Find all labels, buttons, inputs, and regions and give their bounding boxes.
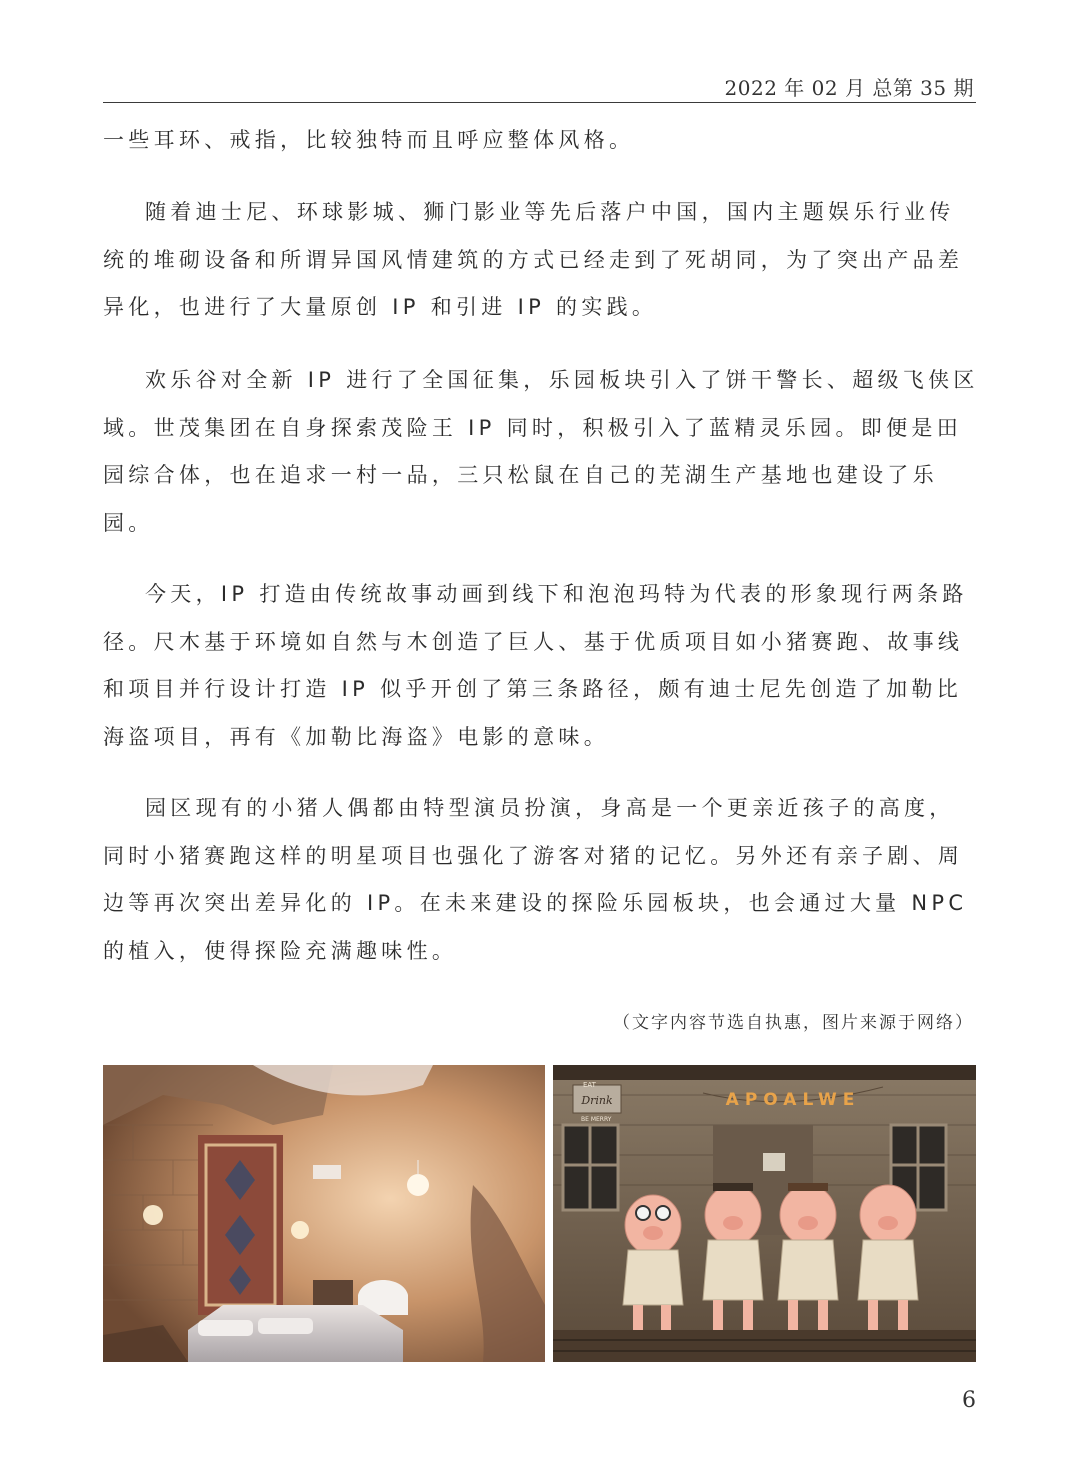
cave-room-photo <box>103 1065 545 1362</box>
issue-label: 2022 年 02 月 总第 35 期 <box>724 76 974 100</box>
saloon-sign-top: EAT <box>583 1081 596 1089</box>
paragraph-3: 欢乐谷对全新 IP 进行了全国征集，乐园板块引入了饼干警长、超级飞侠区域。世茂集团在自身探索茂险王 IP 同时，积极引入了蓝精灵乐园。即便是田园综合体，也在追求一村一品，三只松鼠在自己的芜湖生产基地也建设了乐园。 <box>103 368 979 535</box>
saloon-sign-sub: BE MERRY <box>581 1116 612 1123</box>
pig-characters-photo <box>553 1065 976 1362</box>
paragraph-4: 今天，IP 打造由传统故事动画到线下和泡泡玛特为代表的形象现行两条路径。尺木基于环境如自然与木创造了巨人、基于优质项目如小猪赛跑、故事线和项目并行设计打造 IP 似乎开创了第三条路径，颇有迪士尼先创造了加勒比海盗项目，再有《加勒比海盗》电影的意味。 <box>103 582 968 749</box>
banner-text: APOALWE <box>725 1090 861 1110</box>
paragraph-1: 一些耳环、戒指，比较独特而且呼应整体风格。 <box>103 128 635 152</box>
image-source-caption: （文字内容节选自执惠，图片来源于网络） <box>613 1013 974 1033</box>
page-number: 6 <box>962 1388 976 1413</box>
paragraph-2: 随着迪士尼、环球影城、狮门影业等先后落户中国，国内主题娱乐行业传统的堆砌设备和所谓异国风情建筑的方式已经走到了死胡同，为了突出产品差异化，也进行了大量原创 IP 和引进 IP 的实践。 <box>103 200 964 319</box>
paragraph-5: 园区现有的小猪人偶都由特型演员扮演，身高是一个更亲近孩子的高度，同时小猪赛跑这样的明星项目也强化了游客对猪的记忆。另外还有亲子剧、周边等再次突出差异化的 IP。在未来建设的探险乐园板块，也会通过大量 NPC 的植入，使得探险充满趣味性。 <box>103 796 968 963</box>
saloon-sign-text: Drink <box>581 1094 613 1107</box>
page-header <box>103 72 976 103</box>
